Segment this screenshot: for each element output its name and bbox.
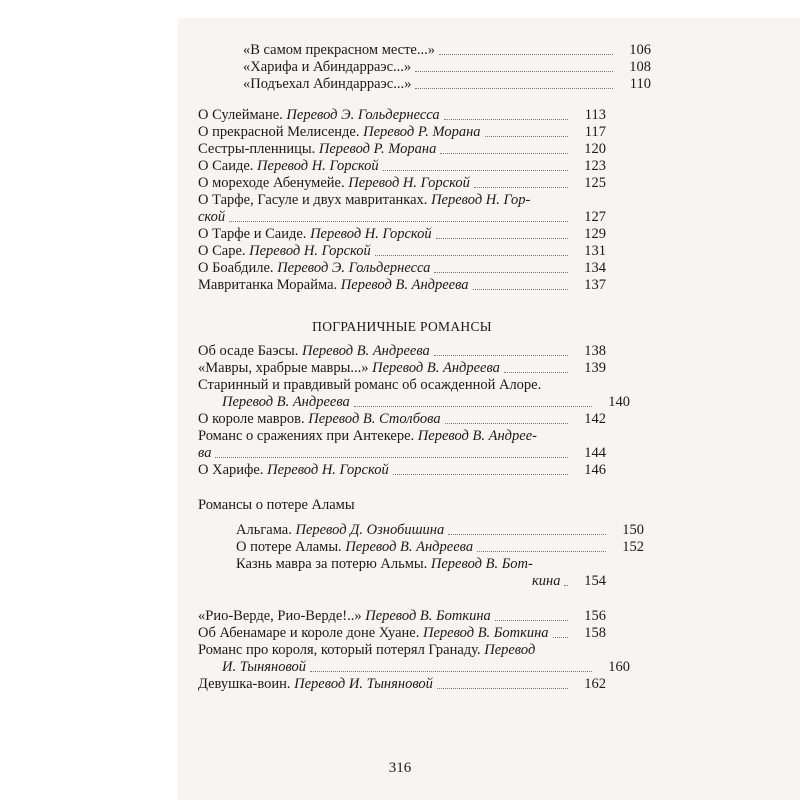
entry-translator: Перевод Н. Горской — [267, 462, 389, 478]
entry-page: 131 — [584, 243, 606, 259]
entry-translator: Перевод В. Боткина — [422, 625, 549, 641]
entry-translator: Перевод Д. Ознобишина — [295, 522, 445, 538]
entry-title: Мавританка Морайма. — [198, 277, 338, 293]
toc-entry — [198, 343, 606, 360]
entry-translator: Перевод Н. Горской — [348, 175, 470, 191]
entry-title: О потере Аламы. — [236, 539, 342, 555]
entry-title: «Харифа и Абиндарраэс...» — [243, 59, 412, 75]
leader-dots — [310, 671, 592, 672]
leader-dots — [434, 272, 568, 273]
entry-title: Старинный и правдивый романс об осажденной Алоре. — [198, 377, 542, 393]
leader-dots — [415, 71, 613, 72]
leader-dots — [495, 620, 568, 621]
toc-entry — [198, 243, 606, 260]
leader-dots — [439, 54, 613, 55]
entry-title: О Харифе. — [198, 462, 264, 478]
entry-page: 146 — [584, 462, 606, 478]
entry-title: Романс про короля, который потерял Гранаду. — [198, 642, 481, 658]
entry-page: 144 — [584, 445, 606, 461]
entry-page: 108 — [629, 59, 651, 75]
page-number: 316 — [388, 760, 412, 776]
toc-entry — [198, 76, 651, 93]
toc-entry — [198, 522, 644, 539]
entry-page: 137 — [584, 277, 606, 293]
toc-entry — [198, 141, 606, 158]
entry-title: «В самом прекрасном месте...» — [243, 42, 435, 58]
leader-dots — [229, 221, 568, 222]
leader-dots — [440, 153, 568, 154]
toc-entry — [198, 642, 630, 676]
entry-page: 129 — [584, 226, 606, 242]
toc-entry — [198, 539, 644, 556]
entry-translator-cont: И. Тыняновой — [222, 659, 307, 675]
entry-page: 139 — [584, 360, 606, 376]
entry-page: 158 — [584, 625, 606, 641]
toc-entry — [198, 608, 606, 625]
leader-dots — [474, 187, 568, 188]
toc-entry — [198, 158, 606, 175]
toc-entry — [198, 277, 606, 294]
entry-page: 125 — [584, 175, 606, 191]
toc-entry — [198, 260, 606, 277]
entry-page: 106 — [629, 42, 651, 58]
leader-dots — [445, 423, 568, 424]
toc-entry — [198, 411, 606, 428]
entry-title: О Сулеймане. — [198, 107, 283, 123]
entry-page: 156 — [584, 608, 606, 624]
entry-translator-cont: кина — [532, 573, 561, 589]
entry-translator: Перевод В. Бот- — [430, 556, 533, 572]
entry-translator: Перевод В. Столбова — [308, 411, 441, 427]
entry-title: «Рио-Верде, Рио-Верде!..» — [198, 608, 362, 624]
entry-title: О прекрасной Мелисенде. — [198, 124, 360, 140]
entry-translator: Перевод В. Андреева — [372, 360, 500, 376]
entry-page: 117 — [584, 124, 606, 140]
toc-entry — [198, 625, 606, 642]
entry-title: О Тарфе и Саиде. — [198, 226, 307, 242]
entry-page: 113 — [584, 107, 606, 123]
toc-entry — [198, 59, 651, 76]
entry-translator: Перевод — [484, 642, 536, 658]
leader-dots — [477, 551, 606, 552]
entry-translator: Перевод Н. Гор- — [431, 192, 531, 208]
entry-title: О Саиде. — [198, 158, 254, 174]
leader-dots — [393, 474, 568, 475]
entry-translator: Перевод Р. Морана — [363, 124, 481, 140]
entry-title: Девушка-воин. — [198, 676, 291, 692]
entry-translator: Перевод Н. Горской — [249, 243, 371, 259]
leader-dots — [354, 406, 592, 407]
entry-translator: Перевод Э. Гольдернесса — [286, 107, 440, 123]
entry-translator: Перевод Н. Горской — [310, 226, 432, 242]
leader-dots — [436, 238, 568, 239]
toc-entry — [198, 428, 606, 462]
entry-page: 140 — [608, 394, 630, 410]
entry-translator: Перевод И. Тыняновой — [294, 676, 433, 692]
toc-entry — [198, 107, 606, 124]
leader-dots — [415, 88, 613, 89]
leader-dots — [473, 289, 568, 290]
leader-dots — [375, 255, 568, 256]
entry-page: 123 — [584, 158, 606, 174]
entry-translator: Перевод Р. Морана — [318, 141, 437, 157]
toc-entry — [198, 377, 630, 411]
leader-dots — [215, 457, 568, 458]
entry-title: Альгама. — [236, 522, 292, 538]
entry-title: О Тарфе, Гасуле и двух мавританках. — [198, 192, 428, 208]
toc-entry — [198, 42, 651, 59]
leader-dots — [444, 119, 568, 120]
entry-page: 138 — [584, 343, 606, 359]
entry-page: 142 — [584, 411, 606, 427]
section-heading: ПОГРАНИЧНЫЕ РОМАНСЫ — [312, 319, 492, 334]
leader-dots — [564, 585, 568, 586]
toc-entry — [198, 360, 606, 377]
entry-title: «Подъехал Абиндарраэс...» — [243, 76, 412, 92]
entry-translator: Перевод Н. Горской — [257, 158, 379, 174]
entry-translator-cont: ской — [198, 209, 226, 225]
entry-title: Казнь мавра за потерю Альмы. — [236, 556, 428, 572]
entry-translator: Перевод Э. Гольдернесса — [277, 260, 431, 276]
entry-page: 127 — [584, 209, 606, 225]
leader-dots — [553, 637, 568, 638]
leader-dots — [383, 170, 568, 171]
entry-page: 160 — [608, 659, 630, 675]
toc-entry — [198, 676, 606, 693]
entry-title: О мореходе Абенумейе. — [198, 175, 345, 191]
entry-translator: Перевод В. Андрее- — [417, 428, 537, 444]
leader-dots — [437, 688, 568, 689]
entry-title: О Боабдиле. — [198, 260, 274, 276]
entry-page: 162 — [584, 676, 606, 692]
entry-page: 120 — [584, 141, 606, 157]
entry-page: 154 — [584, 573, 606, 589]
entry-title: Об осаде Баэсы. — [198, 343, 299, 359]
leader-dots — [504, 372, 568, 373]
toc-entry — [198, 462, 606, 479]
entry-page: 134 — [584, 260, 606, 276]
entry-page: 110 — [629, 76, 651, 92]
entry-translator: Перевод В. Андреева — [302, 343, 430, 359]
entry-title: О короле мавров. — [198, 411, 305, 427]
entry-title: «Мавры, храбрые мавры...» — [198, 360, 369, 376]
entry-title: О Саре. — [198, 243, 246, 259]
entry-translator: Перевод В. Андреева — [222, 394, 350, 410]
entry-title: Романс о сражениях при Антекере. — [198, 428, 415, 444]
toc-entry — [198, 124, 606, 141]
entry-translator-cont: ва — [198, 445, 212, 461]
entry-title: Сестры-пленницы. — [198, 141, 316, 157]
entry-page: 152 — [622, 539, 644, 555]
entry-translator: Перевод В. Андреева — [345, 539, 474, 555]
toc-entry — [198, 226, 606, 243]
entry-title: Об Абенамаре и короле доне Хуане. — [198, 625, 420, 641]
entry-translator: Перевод В. Андреева — [340, 277, 469, 293]
entry-translator: Перевод В. Боткина — [365, 608, 491, 624]
toc-entry — [198, 556, 606, 590]
toc-entry — [198, 175, 606, 192]
leader-dots — [485, 136, 568, 137]
entry-page: 150 — [622, 522, 644, 538]
leader-dots — [448, 534, 606, 535]
subsection-heading: Романсы о потере Аламы — [198, 497, 355, 513]
table-of-contents — [198, 42, 651, 693]
toc-entry — [198, 192, 606, 226]
leader-dots — [434, 355, 568, 356]
